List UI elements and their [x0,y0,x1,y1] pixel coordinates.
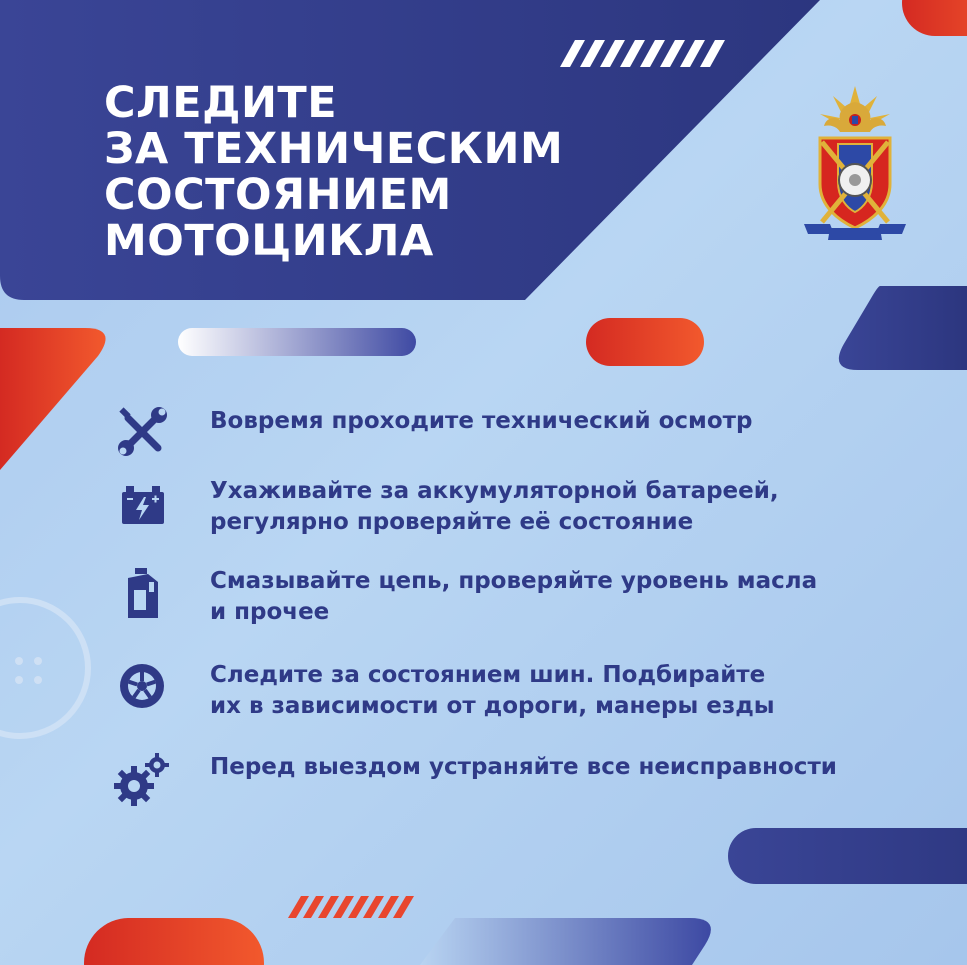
decor-red-pill-mid [586,318,704,366]
decor-circle-left [0,600,88,736]
decor-red-pill-top [902,0,967,36]
page-title [104,80,563,264]
tip-text [210,476,779,538]
decor-dots [15,657,42,684]
title-line: СЛЕДИТЕ [104,78,338,128]
tip-text [210,406,752,437]
decor-navy-right [839,286,967,370]
title-line: ЗА ТЕХНИЧЕСКИМ [104,124,564,174]
tip-text [210,752,837,783]
title-line: МОТОЦИКЛА [104,216,434,266]
wheel-icon [112,660,172,716]
tip-line: их в зависимости от дороги, манеры езды [210,693,775,719]
tip-line: Вовремя проходите технический осмотр [210,408,753,434]
tip-line: Смазывайте цепь, проверяйте уровень масла [210,568,818,594]
gears-icon [112,752,172,808]
tip-line: регулярно проверяйте её состояние [210,509,694,535]
traffic-police-emblem-icon [800,82,910,252]
battery-icon [112,476,172,532]
decor-fade-bottom [420,918,711,965]
decor-red-left [0,328,106,470]
tip-line: Следите за состоянием шин. Подбирайте [210,662,766,688]
tip-line: Ухаживайте за аккумуляторной батареей, [210,478,779,504]
decor-slashes-bottom [288,896,414,918]
tip-text [210,660,775,722]
tip-item-oil [112,566,942,628]
title-line: СОСТОЯНИЕМ [104,170,452,220]
decor-navy-bar-bottom [728,828,967,884]
tip-item-inspection [112,406,942,462]
tip-line: и прочее [210,599,330,625]
decor-red-bottom [84,918,264,965]
tip-item-tires [112,660,942,722]
decor-fade-bar [178,328,416,356]
oil-canister-icon [112,566,172,622]
tip-item-repairs [112,752,942,808]
tip-line: Перед выездом устраняйте все неисправности [210,754,837,780]
tip-item-battery [112,476,942,538]
tip-text [210,566,817,628]
wrench-screwdriver-icon [112,406,172,462]
